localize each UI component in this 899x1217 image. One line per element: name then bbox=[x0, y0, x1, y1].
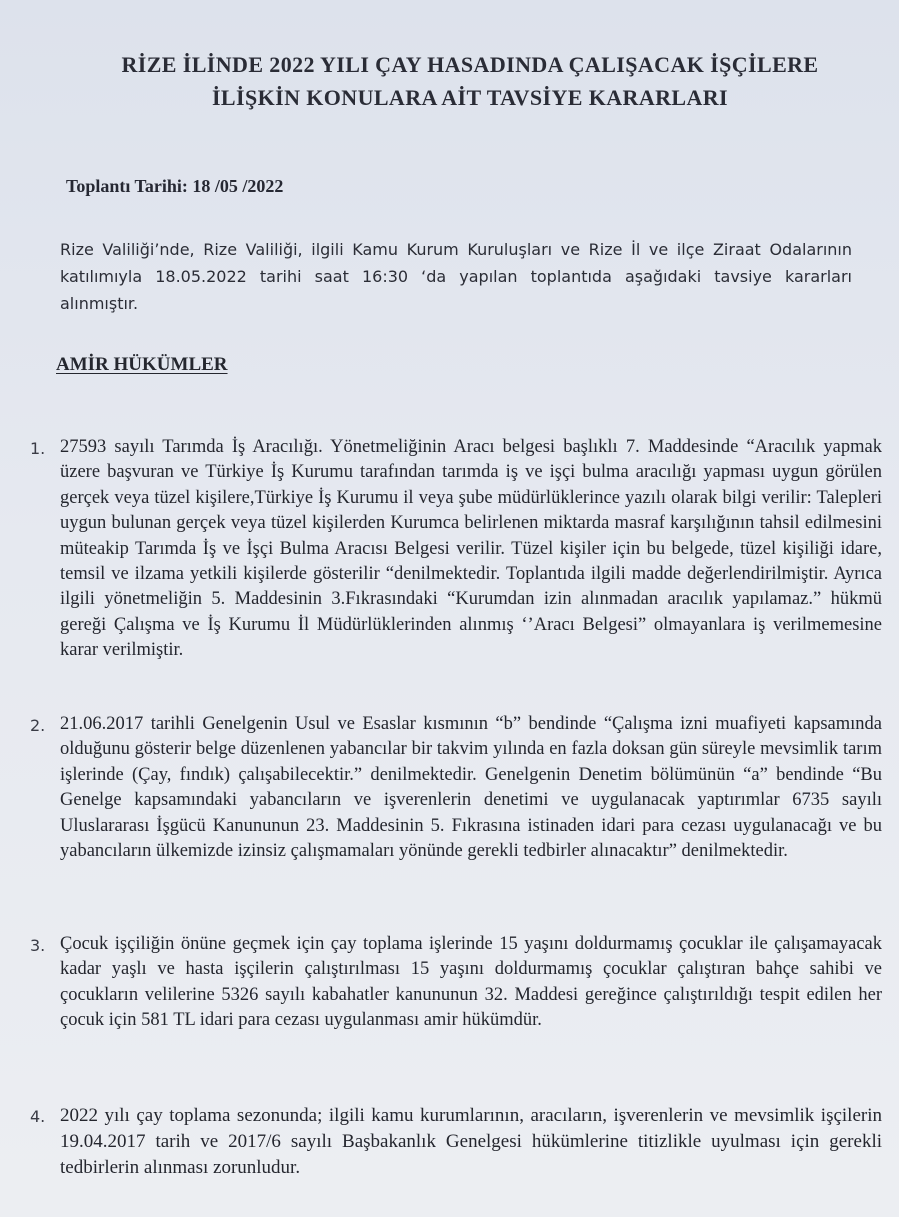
title-line-2: İLİŞKİN KONULARA AİT TAVSİYE KARARLARI bbox=[211, 85, 729, 110]
item-text: Çocuk işçiliğin önüne geçmek için çay toplama işlerinde 15 yaşını doldurmamış çocuklar ile çalışamayacak kadar yaşlı ve hasta işçilerin çalıştırılması 15 yaşını doldurmamış çocuklar çalıştıran bahçe sahibi ve çocukların velilerine 5326 sayılı kabahatler kanununun 32. Maddesi gereğince çalıştırıldığı tespit edilen her çocuk için 581 TL idari para cezası uygulanması amir hükümdür. bbox=[60, 934, 882, 1031]
meeting-date: Toplantı Tarihi: 18 /05 /2022 bbox=[66, 176, 284, 196]
item-number: 3. bbox=[30, 936, 46, 955]
section-heading: AMİR HÜKÜMLER bbox=[56, 354, 228, 375]
title-line-1: RİZE İLİNDE 2022 YILI ÇAY HASADINDA ÇALIŞACAK İŞÇİLERE bbox=[121, 52, 819, 77]
item-number: 4. bbox=[30, 1107, 46, 1126]
item-number: 1. bbox=[30, 439, 46, 458]
decision-item-4 bbox=[30, 1103, 882, 1181]
decision-item-3 bbox=[30, 932, 882, 1034]
item-text: 2022 yılı çay toplama sezonunda; ilgili kamu kurumlarının, aracıların, işverenlerin ve mevsimlik işçilerin 19.04.2017 tarih ve 2017/6 sayılı Başbakanlık Genelgesi hükümlerine titizlikle uyulması için gerekli tedbirlerin alınması zorunludur. bbox=[60, 1105, 882, 1178]
item-text: 27593 sayılı Tarımda İş Aracılığı. Yönetmeliğinin Aracı belgesi başlıklı 7. Maddesinde “Aracılık yapmak üzere başvuran ve Türkiye İş Kurumu tarafından tarımda iş ve işçi bulma aracılığı yapması uygun görülen gerçek veya tüzel kişilere,Türkiye İş Kurumu il veya şube müdürlüklerince yazılı olarak bilgi verilir: Talepleri uygun bulunan gerçek veya tüzel kişilerden Kurumca belirlenen miktarda masraf karşılığının tahsil edilmesini müteakip Tarımda İş ve İşçi Bulma Aracısı Belgesi verilir. Tüzel kişiler için bu belgede, tüzel kişiliği idare, temsil ve ilzama yetkili kişilerde gösterilir “denilmektedir. Toplantıda ilgili madde değerlendirilmiştir. Ayrıca ilgili yönetmeliğin 5. Maddesinin 3.Fıkrasındaki “Kurumdan izin alınmadan aracılık yapılamaz.” hükmü gereği Çalışma ve İş Kurumu İl Müdürlüklerinden alınmış ‘’Aracı Belgesi” olmayanlara iş verilmemesine karar verilmiştir. bbox=[60, 437, 882, 661]
item-text: 21.06.2017 tarihli Genelgenin Usul ve Esaslar kısmının “b” bendinde “Çalışma izni muafiyeti kapsamında olduğunu gösterir belge düzenlenen yabancılar bir takvim yılında en fazla doksan gün süreyle mevsimlik tarım işlerinde (Çay, fındık) çalışabilecektir.” denilmektedir. Genelgenin Denetim bölümünün “a” bendinde “Bu Genelge kapsamındaki yabancıların ve işverenlerin denetimi ve uygulanacak yaptırımlar 6735 sayılı Uluslararası İşgücü Kanununun 23. Maddesinin 5. Fıkrasına istinaden idari para cezası uygulanacağı ve bu yabancıların ülkemizde izinsiz çalışmamaları yönünde gerekli tedbirler alınacaktır” denilmektedir. bbox=[60, 714, 882, 862]
intro-paragraph: Rize Valiliği’nde, Rize Valiliği, ilgili Kamu Kurum Kuruluşları ve Rize İl ve ilçe Ziraat Odalarının katılımıyla 18.05.2022 tarihi saat 16:30 ‘da yapılan toplantıda aşağıdaki tavsiye kararları alınmıştır. bbox=[60, 240, 852, 313]
document-title bbox=[60, 48, 880, 114]
decision-item-2 bbox=[30, 712, 882, 864]
decision-item-1 bbox=[30, 435, 882, 664]
item-number: 2. bbox=[30, 716, 46, 735]
